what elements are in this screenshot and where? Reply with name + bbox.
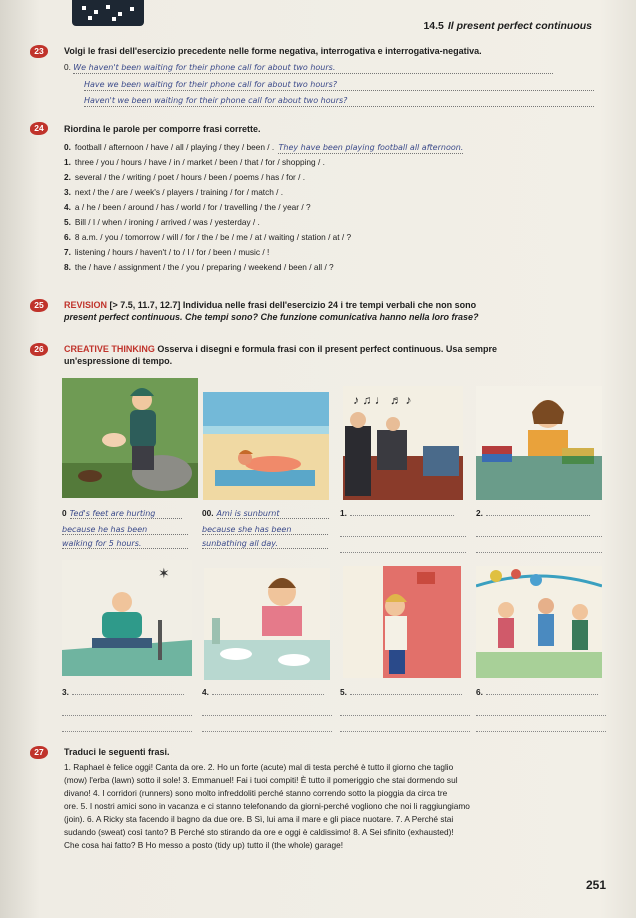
list-item: 4. a / he / been / around / has / world / for / travelling / the / year / ? (64, 202, 311, 212)
page-number: 251 (585, 878, 606, 892)
handwritten-answer: We haven't been waiting for their phone call for about two hours. (73, 62, 553, 74)
translation-paragraph-line: 1. Raphael è felice oggi! Canta da ore. 2. Ho un forte (acute) mal di testa perché è tutto il giorno che taglio (64, 762, 454, 772)
exercise-number-badge: 23 (30, 45, 48, 58)
translation-paragraph-line: Che cosa hai fatto? B Ho messo a posto (tidy up) tutto il (the whole) garage! (64, 840, 344, 850)
handwritten-answer: Ted's feet are hurting (70, 509, 182, 519)
header-logo (72, 0, 144, 26)
illustration-ted-hiker (62, 378, 198, 498)
answer-blank[interactable]: 6. (476, 682, 608, 732)
list-item: 8. the / have / assignment / the / you / preparing / weekend / been / all / ? (64, 262, 334, 272)
translation-paragraph-line: divano! 4. I corridori (runners) sono molto infreddoliti perché stanno correndo sotto la pioggia da circa tre (64, 788, 448, 798)
answer-blank[interactable]: 4. (202, 682, 334, 732)
exercise-instruction: REVISION [> 7.5, 11.7, 12.7] Individua nelle frasi dell'esercizio 24 i tre tempi verbali che non sono present perfect continuous. Che tempi sono? Che funzione comunicativa hanno nella loro frase? (64, 300, 479, 322)
picture-caption: 00. Ami is sunburnt because she has been sunbathing all day. (202, 503, 334, 549)
handwritten-answer: Have we been waiting for their phone call for about two hours? (84, 79, 594, 91)
list-item: 1. three / you / hours / have / in / market / been / that / for / shopping / . (64, 157, 325, 167)
section-title: 14.5 Il present perfect continuous (423, 20, 592, 32)
answer-blank[interactable]: 3. (62, 682, 194, 732)
handwritten-answer: because he has been (62, 525, 188, 535)
exercise-number-badge: 24 (30, 122, 48, 135)
illustration-girl-reading (476, 386, 602, 500)
answer-blank[interactable]: 1. (340, 503, 470, 553)
answer-blank[interactable]: 2. (476, 503, 606, 553)
translation-paragraph-line: (join). 6. A Ricky sta facendo il bagno da due ore. B Sì, lui ama il mare e gli piace nuotare. 7. A Perché stai (64, 814, 454, 824)
exercise-number-badge: 26 (30, 343, 48, 356)
illustration-party-dancing (476, 566, 602, 678)
picture-caption: 0 Ted's feet are hurting because he has been walking for 5 hours. (62, 503, 194, 549)
exercise-instruction: Volgi le frasi dell'esercizio precedente nelle forme negativa, interrogativa e interrogativa-negativa. (64, 46, 482, 56)
handwritten-answer: Haven't we been waiting for their phone call for about two hours? (84, 95, 594, 107)
answer-blank[interactable]: 5. (340, 682, 472, 732)
svg-text:✶: ✶ (158, 565, 170, 581)
illustration-woman-table (204, 568, 330, 680)
handwritten-answer: walking for 5 hours. (62, 539, 188, 549)
handwritten-answer: sunbathing all day. (202, 539, 328, 549)
handwritten-answer: because she has been (202, 525, 328, 535)
translation-paragraph-line: sudando (sweat) così tanto? B Perché sto stirando da ore e oggi è caldissimo! 8. A Sei sfinito (exhausted)! (64, 827, 454, 837)
handwritten-answer: Ami is sunburnt (217, 509, 329, 519)
exercise-instruction: Riordina le parole per comporre frasi corrette. (64, 124, 261, 134)
handwritten-answer: They have been playing football all afternoon. (278, 143, 464, 152)
exercise-number-badge: 25 (30, 299, 48, 312)
textbook-page: 14.5 Il present perfect continuous 23 Volgi le frasi dell'esercizio precedente nelle forme negativa, interrogativa e interrogativa-negativa. 0. We haven't been waiting for their phone call for about two hours. Have we been waiting for their phone call for about two hours? Haven't we been waiting for their phone call for about two hours? 24 Riordina le parole per comporre frasi corrette. 0. football / afternoon / have / all / playing / they / been / . They have been playing football all afternoon. 1. three / you / hours / have / in / market / been / that / for / shopping / . 2. several / the / writing / poet / hours / been / poems / has / for / . 3. next / the / are / week's / players / training / for / match / . 4. a / he / been / around / has / world / for / travelling / the / year / ? 5. Bill / I / when / ironing / arrived / was / yesterday / . 6. 8 a.m. / you / tomorrow / will / for / the / be / me / at / waiting / station / at / ? 7. listening / hours / haven't / to / I / for / been / music / ! 8. the / have / assignment / the / you / preparing / weekend / been / all / ? 25 REVISION [> 7.5, 11.7, 12.7] Individua nelle frasi dell'esercizio 24 i tre tempi verbali che non sono present perfect continuous. Che tempi sono? Che funzione comunicativa hanno nella loro frase? 26 CREATIVE THINKING Osserva i disegni e formula frasi con il present perfect continuous. Usa sempre un'espressione di tempo. ♪ ♫ ♩ ♬ ♪ 0 Ted's feet are hurting because he has been walking for 5 hours. 00. Ami is sunburnt because she has been sunbathing all day. 1. 2. ✶ 3. 4. 5. 6. 27 Traduci le seguenti frasi. 1. Raphael è felice oggi! Canta da ore. 2. Ho un forte (acute) mal di testa perché è tutto il giorno che taglio (mow) l'erba (lawn) sotto il sole! 3. Emmanuel! Fai i tuoi compiti! È tutto il pomeriggio che stai dormendo sul divano! 4. I corridori (runners) sono molto infreddoliti perché stanno correndo sotto la pioggia da circa tre ore. 5. I nostri amici sono in vacanza e ci stanno telefonando da giorni-perché vogliono che noi li raggiungiamo (join). 6. A Ricky sta facendo il bagno da due ore. B Sì, lui ama il mare e gli piace nuotare. 7. A Perché stai sudando (sweat) così tanto? B Perché sto stirando da ore e oggi è caldissimo! 8. A Sei sfinito (exhausted)! Che cosa hai fatto? B Ho messo a posto (tidy up) tutto il (the whole) garage! 251 (0, 0, 636, 918)
exercise-number-badge: 27 (30, 746, 48, 759)
exercise-instruction: Traduci le seguenti frasi. (64, 747, 170, 757)
illustration-girl-painting (343, 566, 461, 678)
illustration-man-mowing (62, 560, 192, 676)
list-item: 2. several / the / writing / poet / hours / been / poems / has / for / . (64, 172, 306, 182)
list-item: 6. 8 a.m. / you / tomorrow / will / for / the / be / me / at / waiting / station / at / ? (64, 232, 352, 242)
list-item: 0. football / afternoon / have / all / playing / they / been / . They have been playing football all afternoon. (64, 142, 464, 152)
illustration-ami-beach (203, 392, 329, 500)
svg-text:♪ ♫ ♩ ♬ ♪: ♪ ♫ ♩ ♬ ♪ (353, 393, 412, 407)
translation-paragraph-line: (mow) l'erba (lawn) sotto il sole! 3. Emmanuel! Fai i tuoi compiti! È tutto il pomeriggio che stai dormendo sul (64, 775, 458, 785)
exercise-instruction: CREATIVE THINKING Osserva i disegni e formula frasi con il present perfect continuous. Usa sempre un'espressione di tempo. (64, 344, 497, 366)
translation-paragraph-line: ore. 5. I nostri amici sono in vacanza e ci stanno telefonando da giorni-perché vogliono che noi li raggiungiamo (64, 801, 470, 811)
list-item: 5. Bill / I / when / ironing / arrived / was / yesterday / . (64, 217, 260, 227)
illustration-musicians (343, 386, 463, 500)
list-item: 7. listening / hours / haven't / to / I / for / been / music / ! (64, 247, 270, 257)
list-item: 3. next / the / are / week's / players / training / for / match / . (64, 187, 284, 197)
